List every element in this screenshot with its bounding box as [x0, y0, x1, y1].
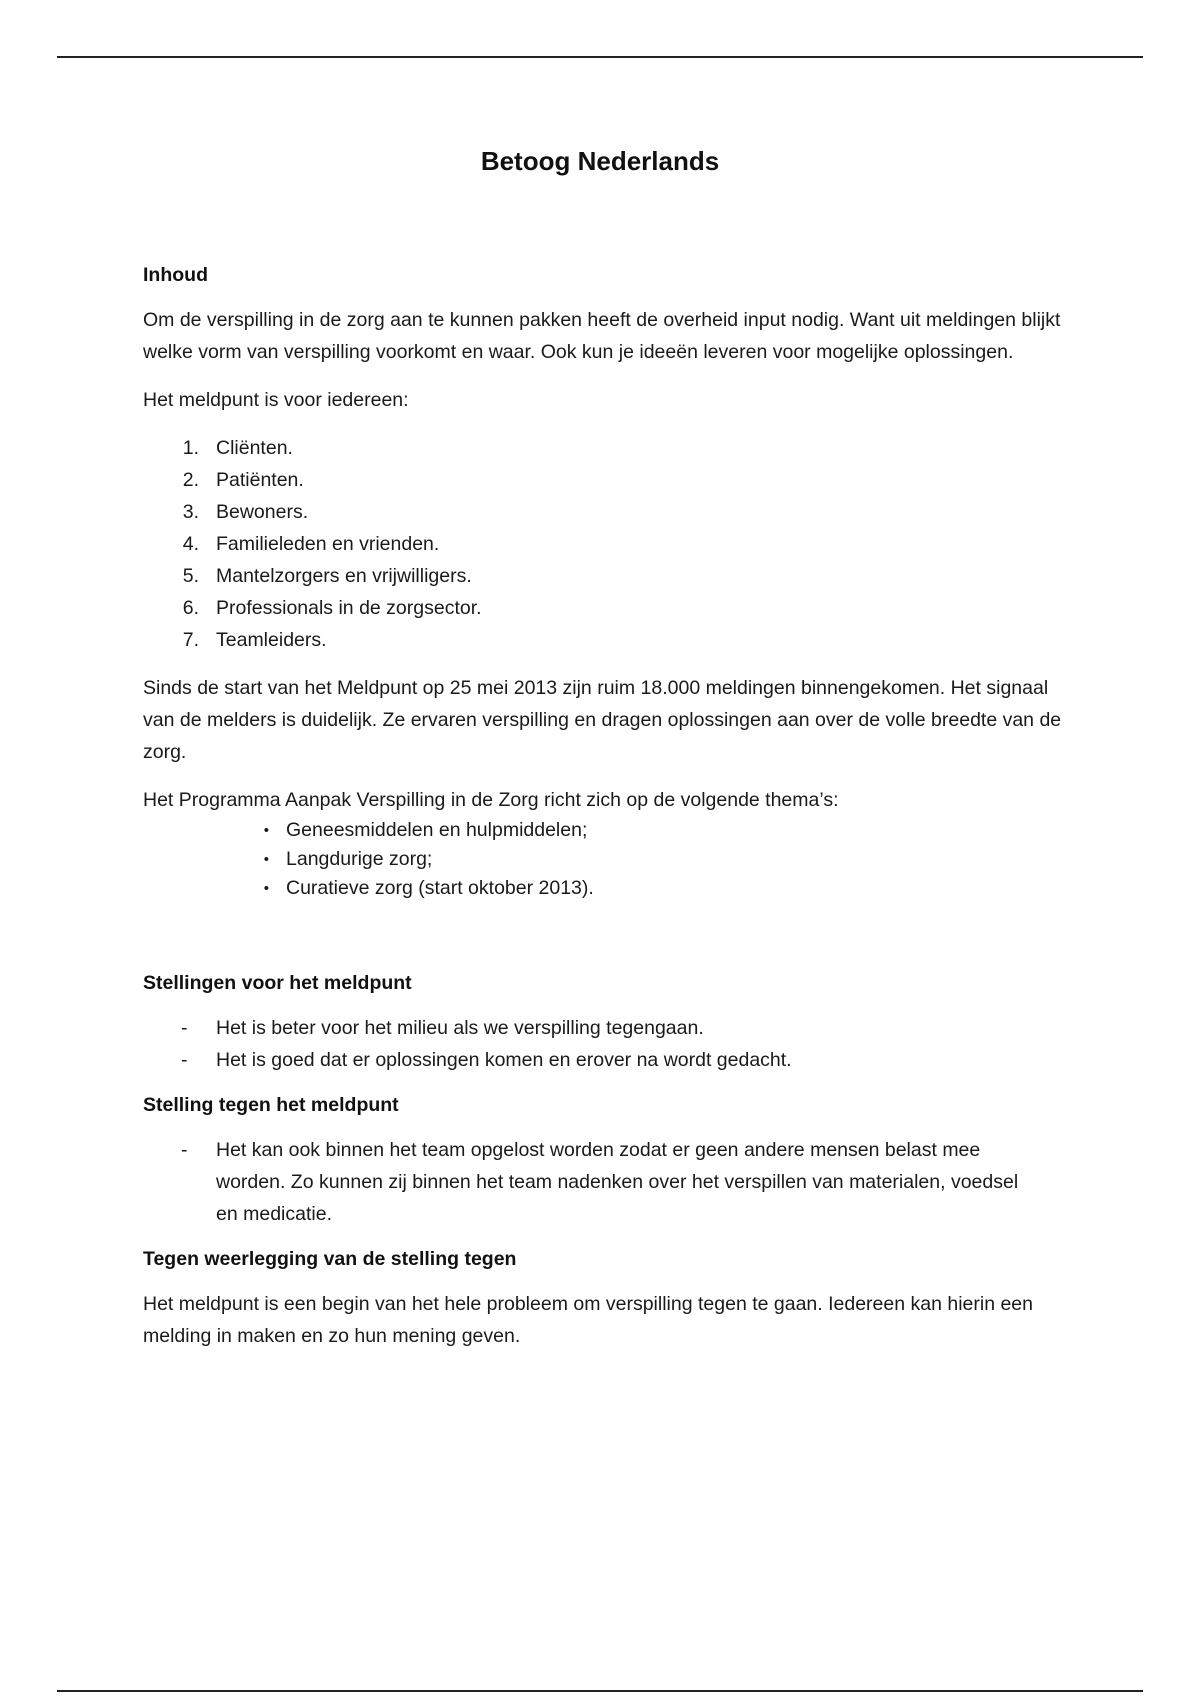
dash-icon: -: [181, 1049, 188, 1071]
list-item: [143, 874, 1083, 903]
bottom-rule: [57, 1690, 1143, 1692]
list-intro: Het meldpunt is voor iedereen:: [143, 389, 409, 411]
list-number: 4.: [182, 533, 199, 555]
list-item-text: Curatieve zorg (start oktober 2013).: [286, 877, 594, 899]
list-number: 3.: [182, 501, 199, 523]
bullet-icon: •: [263, 822, 269, 839]
list-item-text: Cliënten.: [216, 437, 293, 459]
top-rule: [57, 56, 1143, 58]
list-item-text: Teamleiders.: [216, 629, 327, 651]
list-item: [143, 560, 1083, 592]
section-heading-tegen: Stelling tegen het meldpunt: [143, 1094, 399, 1116]
target-groups-list: [143, 432, 1083, 656]
arguments-for-list: [143, 1012, 1083, 1076]
list-number: 6.: [182, 597, 199, 619]
list-number: 7.: [182, 629, 199, 651]
themes-intro: Het Programma Aanpak Verspilling in de Zorg richt zich op de volgende thema’s:: [143, 789, 839, 811]
themes-list: [143, 816, 1083, 903]
list-item-text: Het is beter voor het milieu als we verspilling tegengaan.: [216, 1017, 704, 1039]
list-item-text: Het kan ook binnen het team opgelost worden zodat er geen andere mensen belast mee worden. Zo kunnen zij binnen het team nadenken over het verspillen van materialen, voedsel en medicatie.: [216, 1139, 1019, 1225]
bullet-icon: •: [263, 880, 269, 897]
dash-icon: -: [181, 1139, 188, 1161]
arguments-against-list: [143, 1134, 1083, 1230]
list-item: [143, 432, 1083, 464]
list-item-text: Patiënten.: [216, 469, 304, 491]
list-number: 1.: [182, 437, 199, 459]
bullet-icon: •: [263, 851, 269, 868]
list-number: 5.: [182, 565, 199, 587]
section-voor: [143, 970, 1083, 1076]
list-item-text: Geneesmiddelen en hulpmiddelen;: [286, 819, 588, 841]
list-item-text: Mantelzorgers en vrijwilligers.: [216, 565, 472, 587]
list-item: [143, 1134, 1083, 1230]
rebuttal-paragraph: Het meldpunt is een begin van het hele probleem om verspilling tegen te gaan. Iedereen kan hierin een melding in maken en zo hun mening geven.: [143, 1293, 1034, 1347]
dash-icon: -: [181, 1017, 188, 1039]
document-body: [143, 262, 1083, 1368]
section-inhoud: [143, 262, 1083, 903]
list-item-text: Bewoners.: [216, 501, 309, 523]
section-spacer: [143, 903, 1083, 970]
section-heading-inhoud: Inhoud: [143, 264, 208, 286]
list-item-text: Familieleden en vrienden.: [216, 533, 440, 555]
list-item: [143, 496, 1083, 528]
section-tegen: [143, 1092, 1083, 1230]
list-number: 2.: [182, 469, 199, 491]
list-item-text: Langdurige zorg;: [286, 848, 433, 870]
list-item: [143, 464, 1083, 496]
list-item: [143, 528, 1083, 560]
list-item: [143, 845, 1083, 874]
list-item: [143, 592, 1083, 624]
stats-paragraph: Sinds de start van het Meldpunt op 25 mei 2013 zijn ruim 18.000 meldingen binnengekomen. Het signaal van de melders is duidelijk. Ze ervaren verspilling en dragen oplossingen aan over de volle breedte van de zorg.: [143, 677, 1062, 763]
list-item-text: Professionals in de zorgsector.: [216, 597, 482, 619]
intro-paragraph: Om de verspilling in de zorg aan te kunnen pakken heeft de overheid input nodig. Want uit meldingen blijkt welke vorm van verspilling voorkomt en waar. Ook kun je ideeën leveren voor mogelijke oplossingen.: [143, 309, 1061, 363]
section-weerlegging: [143, 1246, 1083, 1352]
list-item: [143, 816, 1083, 845]
list-item: [143, 1012, 1083, 1044]
list-item: [143, 1044, 1083, 1076]
list-item: [143, 624, 1083, 656]
section-heading-weerlegging: Tegen weerlegging van de stelling tegen: [143, 1248, 517, 1270]
page-title: Betoog Nederlands: [480, 146, 720, 176]
list-item-text: Het is goed dat er oplossingen komen en erover na wordt gedacht.: [216, 1049, 792, 1071]
section-heading-voor: Stellingen voor het meldpunt: [143, 972, 412, 994]
